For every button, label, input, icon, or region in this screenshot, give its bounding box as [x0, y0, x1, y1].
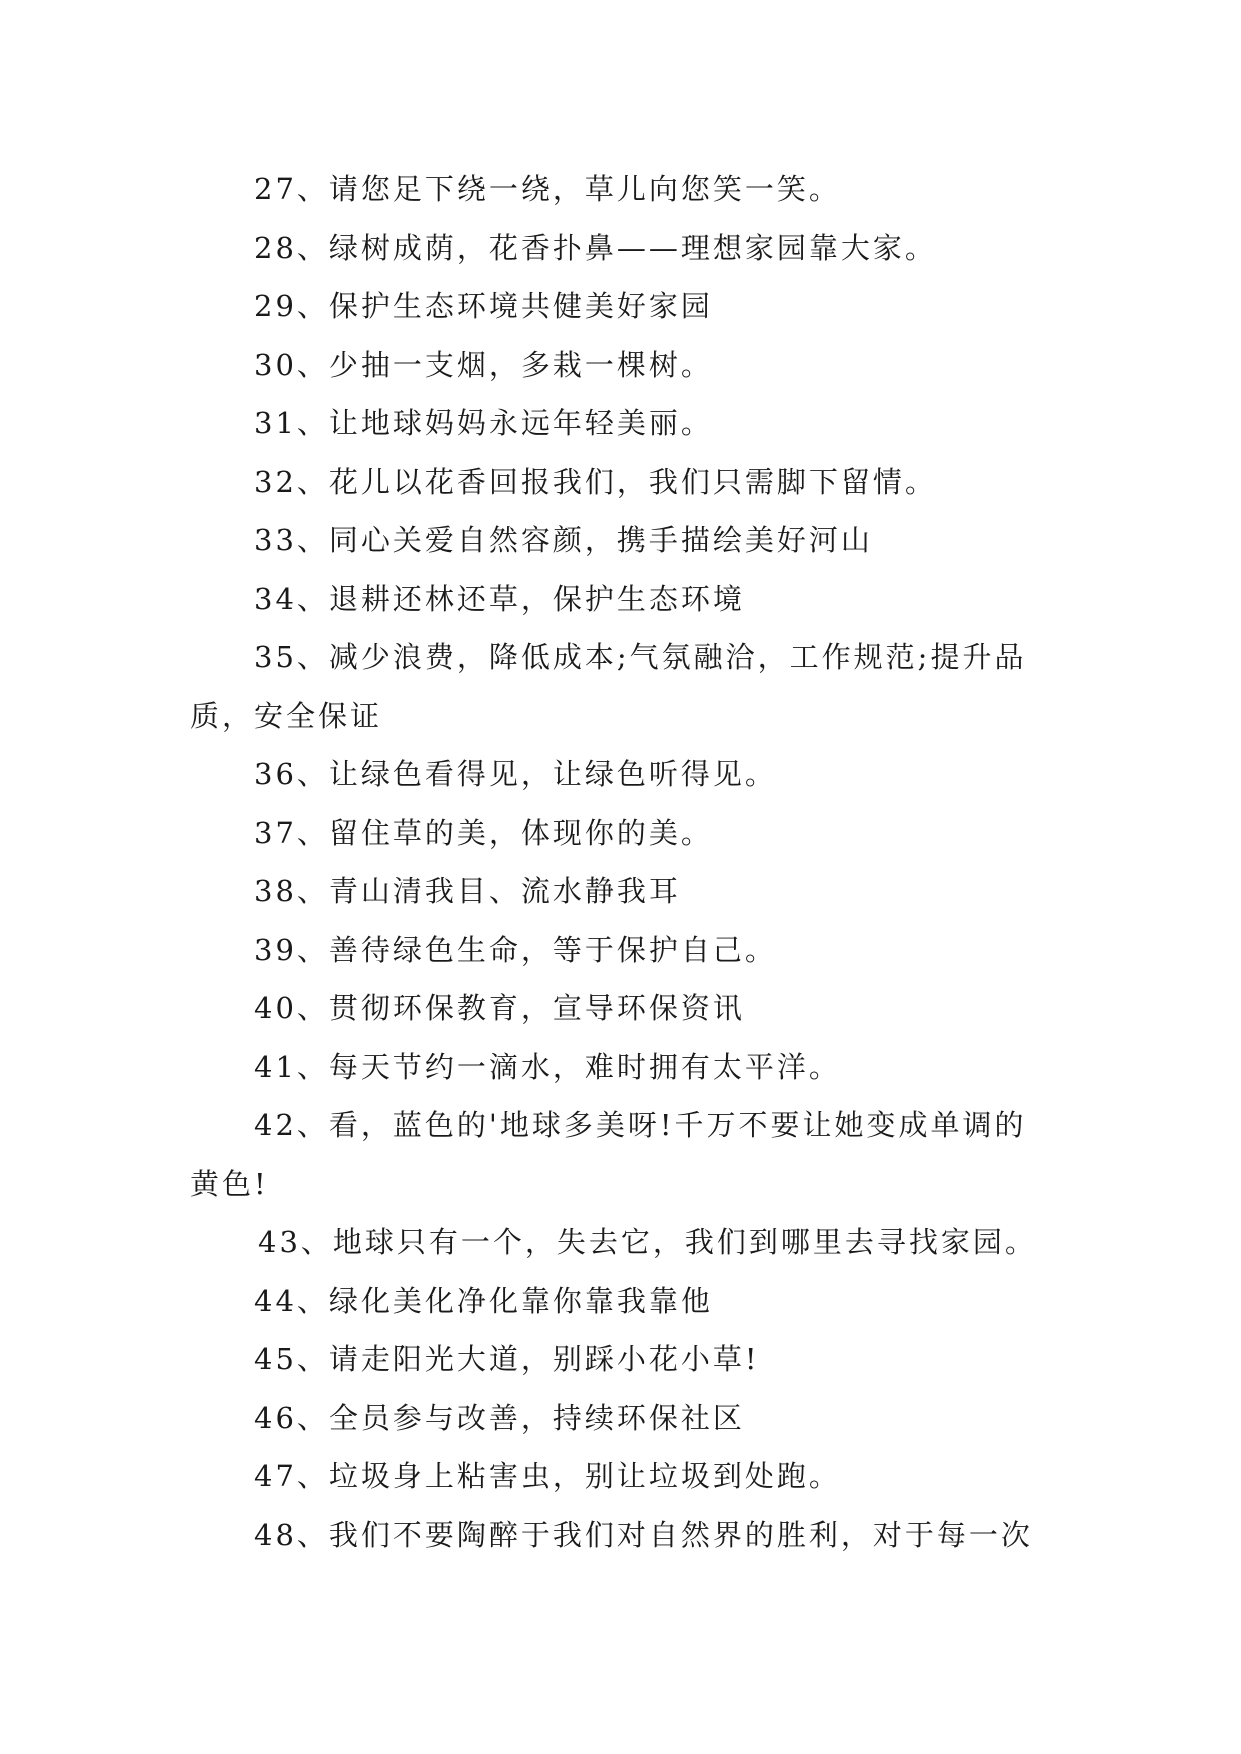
slogan-paragraph: 29、保护生态环境共健美好家园: [254, 289, 713, 323]
slogan-paragraph: 43、地球只有一个，失去它，我们到哪里去寻找家园。: [258, 1225, 1037, 1259]
slogan-paragraph: 42、看，蓝色的'地球多美呀!千万不要让她变成单调的黄色!: [190, 1108, 1027, 1201]
slogan-paragraph: 34、退耕还林还草，保护生态环境: [254, 581, 745, 616]
slogan-paragraph: 41、每天节约一滴水，难时拥有太平洋。: [254, 1049, 841, 1084]
slogan-paragraph: 28、绿树成荫，花香扑鼻——理想家园靠大家。: [254, 230, 937, 265]
slogan-paragraph: 38、青山清我目、流水静我耳: [254, 874, 681, 908]
slogan-paragraph: 45、请走阳光大道，别踩小花小草!: [254, 1342, 760, 1376]
document-body: [190, 160, 1050, 1564]
slogan-paragraph: 48、我们不要陶醉于我们对自然界的胜利，对于每一次: [254, 1517, 1033, 1552]
slogan-paragraph: 37、留住草的美，体现你的美。: [254, 815, 713, 850]
slogan-paragraph: 27、请您足下绕一绕，草儿向您笑一笑。: [254, 172, 841, 206]
slogan-paragraph: 32、花儿以花香回报我们，我们只需脚下留情。: [254, 464, 937, 499]
slogan-paragraph: 39、善待绿色生命，等于保护自己。: [254, 932, 777, 967]
slogan-paragraph: 46、全员参与改善，持续环保社区: [254, 1400, 745, 1435]
slogan-paragraph: 30、少抽一支烟，多栽一棵树。: [254, 347, 713, 382]
slogan-paragraph: 31、让地球妈妈永远年轻美丽。: [254, 406, 713, 440]
slogan-paragraph: 33、同心关爱自然容颜，携手描绘美好河山: [254, 523, 873, 557]
slogan-paragraph: 36、让绿色看得见，让绿色听得见。: [254, 757, 777, 791]
slogan-paragraph: 40、贯彻环保教育，宣导环保资讯: [254, 991, 745, 1025]
slogan-paragraph: 47、垃圾身上粘害虫，别让垃圾到处跑。: [254, 1459, 841, 1493]
slogan-paragraph: 44、绿化美化净化靠你靠我靠他: [254, 1283, 713, 1318]
slogan-paragraph: 35、减少浪费，降低成本;气氛融洽，工作规范;提升品质，安全保证: [190, 640, 1027, 733]
